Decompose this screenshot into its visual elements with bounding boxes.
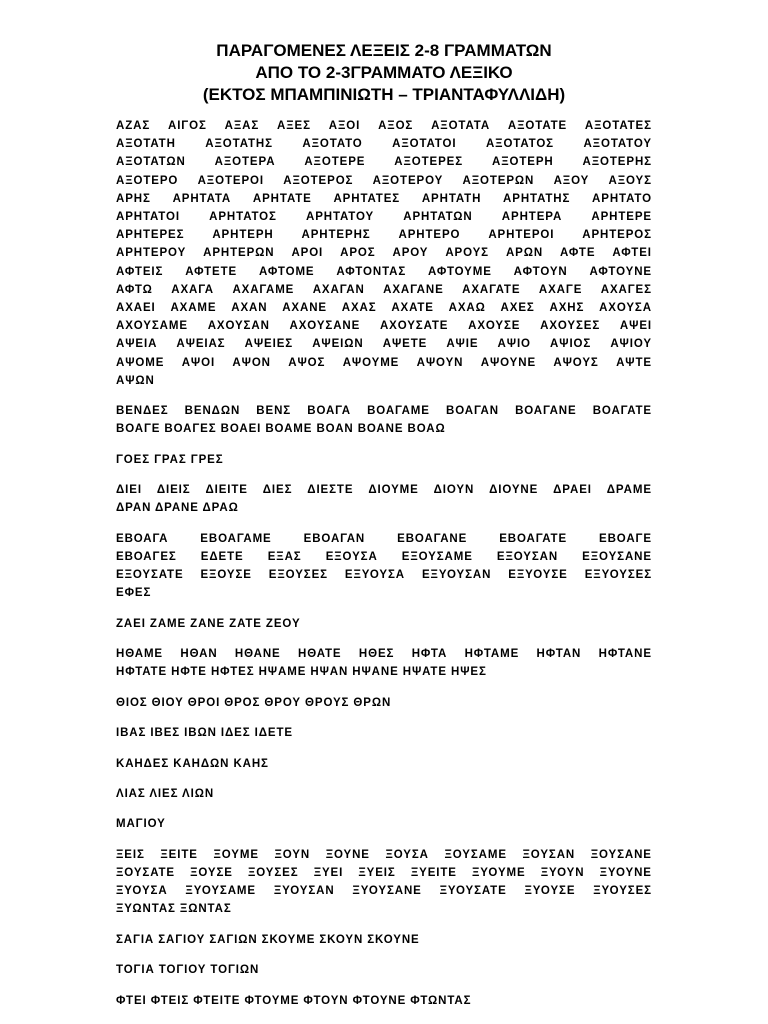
text-line: ΦΤΕΙ ΦΤΕΙΣ ΦΤΕΙΤΕ ΦΤΟΥΜΕ ΦΤΟΥΝ ΦΤΟΥΝΕ ΦΤΩΝΤΑΣ: [116, 994, 472, 1007]
text-line: ΒΟΑΓΕ ΒΟΑΓΕΣ ΒΟΑΕΙ ΒΟΑΜΕ ΒΟΑΝ ΒΟΑΝΕ ΒΟΑΩ: [116, 423, 446, 436]
word-group-paragraph: [116, 724, 652, 742]
text-line: ΙΒΑΣ ΙΒΕΣ ΙΒΩΝ ΙΔΕΣ ΙΔΕΤΕ: [116, 727, 293, 740]
text-line: ΓΟΕΣ ΓΡΑΣ ΓΡΕΣ: [116, 453, 224, 466]
text-line: ΑΧΑΕΙ ΑΧΑΜΕ ΑΧΑΝ ΑΧΑΝΕ ΑΧΑΣ ΑΧΑΤΕ ΑΧΑΩ ΑΧΕΣ ΑΧΗΣ ΑΧΟΥΣΑ: [116, 302, 652, 315]
text-line: ΑΞΟΤΑΤΩΝ ΑΞΟΤΕΡΑ ΑΞΟΤΕΡΕ ΑΞΟΤΕΡΕΣ ΑΞΟΤΕΡΗ ΑΞΟΤΕΡΗΣ: [116, 156, 652, 169]
word-group-paragraph: [116, 992, 652, 1010]
text-line: ΗΘΑΜΕ ΗΘΑΝ ΗΘΑΝΕ ΗΘΑΤΕ ΗΘΕΣ ΗΦΤΑ ΗΦΤΑΜΕ ΗΦΤΑΝ ΗΦΤΑΝΕ: [116, 648, 652, 661]
text-line: ΑΞΟΤΑΤΗ ΑΞΟΤΑΤΗΣ ΑΞΟΤΑΤΟ ΑΞΟΤΑΤΟΙ ΑΞΟΤΑΤΟΣ ΑΞΟΤΑΤΟΥ: [116, 138, 652, 151]
text-line: ΞΟΥΣΑΤΕ ΞΟΥΣΕ ΞΟΥΣΕΣ ΞΥΕΙ ΞΥΕΙΣ ΞΥΕΙΤΕ ΞΥΟΥΜΕ ΞΥΟΥΝ ΞΥΟΥΝΕ: [116, 866, 652, 879]
word-group-paragraph: [116, 815, 652, 833]
word-group-paragraph: [116, 694, 652, 712]
word-group-paragraph: [116, 481, 652, 517]
word-group-paragraph: [116, 402, 652, 438]
text-line: ΕΒΟΑΓΕΣ ΕΔΕΤΕ ΕΞΑΣ ΕΞΟΥΣΑ ΕΞΟΥΣΑΜΕ ΕΞΟΥΣΑΝ ΕΞΟΥΣΑΝΕ: [116, 551, 652, 564]
text-line: ΕΞΟΥΣΑΤΕ ΕΞΟΥΣΕ ΕΞΟΥΣΕΣ ΕΞΥΟΥΣΑ ΕΞΥΟΥΣΑΝ ΕΞΥΟΥΣΕ ΕΞΥΟΥΣΕΣ: [116, 569, 652, 582]
text-line: ΘΙΟΣ ΘΙΟΥ ΘΡΟΙ ΘΡΟΣ ΘΡΟΥ ΘΡΟΥΣ ΘΡΩΝ: [116, 696, 392, 709]
word-group-paragraph: [116, 117, 652, 390]
text-line: ΕΦΕΣ: [116, 587, 152, 600]
word-group-paragraph: [116, 846, 652, 919]
text-line: ΖΑΕΙ ΖΑΜΕ ΖΑΝΕ ΖΑΤΕ ΖΕΟΥ: [116, 617, 301, 630]
text-line: ΑΡΗΣ ΑΡΗΤΑΤΑ ΑΡΗΤΑΤΕ ΑΡΗΤΑΤΕΣ ΑΡΗΤΑΤΗ ΑΡΗΤΑΤΗΣ ΑΡΗΤΑΤΟ: [116, 192, 652, 205]
text-line: ΣΑΓΙΑ ΣΑΓΙΟΥ ΣΑΓΙΩΝ ΣΚΟΥΜΕ ΣΚΟΥΝ ΣΚΟΥΝΕ: [116, 933, 420, 946]
word-group-paragraph: [116, 615, 652, 633]
text-line: ΤΟΓΙΑ ΤΟΓΙΟΥ ΤΟΓΙΩΝ: [116, 964, 260, 977]
document-title: [116, 40, 652, 106]
word-group-paragraph: [116, 451, 652, 469]
title-line: (ΕΚΤΟΣ ΜΠΑΜΠΙΝΙΩΤΗ – ΤΡΙΑΝΤΑΦΥΛΛΙΔΗ): [202, 85, 566, 104]
text-line: ΑΞΟΤΕΡΟ ΑΞΟΤΕΡΟΙ ΑΞΟΤΕΡΟΣ ΑΞΟΤΕΡΟΥ ΑΞΟΤΕΡΩΝ ΑΞΟΥ ΑΞΟΥΣ: [116, 174, 652, 187]
word-group-paragraph: [116, 961, 652, 979]
text-line: ΑΨΕΙΑ ΑΨΕΙΑΣ ΑΨΕΙΕΣ ΑΨΕΙΩΝ ΑΨΕΤΕ ΑΨΙΕ ΑΨΙΟ ΑΨΙΟΣ ΑΨΙΟΥ: [116, 338, 652, 351]
text-line: ΒΕΝΔΕΣ ΒΕΝΔΩΝ ΒΕΝΣ ΒΟΑΓΑ ΒΟΑΓΑΜΕ ΒΟΑΓΑΝ ΒΟΑΓΑΝΕ ΒΟΑΓΑΤΕ: [116, 405, 652, 418]
text-line: ΑΧΟΥΣΑΜΕ ΑΧΟΥΣΑΝ ΑΧΟΥΣΑΝΕ ΑΧΟΥΣΑΤΕ ΑΧΟΥΣΕ ΑΧΟΥΣΕΣ ΑΨΕΙ: [116, 320, 652, 333]
title-line: ΠΑΡΑΓΟΜΕΝΕΣ ΛΕΞΕΙΣ 2-8 ΓΡΑΜΜΑΤΩΝ: [216, 41, 552, 60]
text-line: ΑΡΗΤΕΡΕΣ ΑΡΗΤΕΡΗ ΑΡΗΤΕΡΗΣ ΑΡΗΤΕΡΟ ΑΡΗΤΕΡΟΙ ΑΡΗΤΕΡΟΣ: [116, 229, 652, 242]
text-line: ΞΥΟΥΣΑ ΞΥΟΥΣΑΜΕ ΞΥΟΥΣΑΝ ΞΥΟΥΣΑΝΕ ΞΥΟΥΣΑΤΕ ΞΥΟΥΣΕ ΞΥΟΥΣΕΣ: [116, 885, 652, 898]
text-line: ΔΙΕΙ ΔΙΕΙΣ ΔΙΕΙΤΕ ΔΙΕΣ ΔΙΕΣΤΕ ΔΙΟΥΜΕ ΔΙΟΥΝ ΔΙΟΥΝΕ ΔΡΑΕΙ ΔΡΑΜΕ: [116, 484, 652, 497]
text-line: ΑΦΤΕΙΣ ΑΦΤΕΤΕ ΑΦΤΟΜΕ ΑΦΤΟΝΤΑΣ ΑΦΤΟΥΜΕ ΑΦΤΟΥΝ ΑΦΤΟΥΝΕ: [116, 265, 652, 278]
text-line: ΑΡΗΤΕΡΟΥ ΑΡΗΤΕΡΩΝ ΑΡΟΙ ΑΡΟΣ ΑΡΟΥ ΑΡΟΥΣ ΑΡΩΝ ΑΦΤΕ ΑΦΤΕΙ: [116, 247, 652, 260]
word-group-paragraph: [116, 785, 652, 803]
text-line: ΚΑΗΔΕΣ ΚΑΗΔΩΝ ΚΑΗΣ: [116, 757, 269, 770]
text-line: ΕΒΟΑΓΑ ΕΒΟΑΓΑΜΕ ΕΒΟΑΓΑΝ ΕΒΟΑΓΑΝΕ ΕΒΟΑΓΑΤΕ ΕΒΟΑΓΕ: [116, 532, 652, 545]
text-line: ΑΦΤΩ ΑΧΑΓΑ ΑΧΑΓΑΜΕ ΑΧΑΓΑΝ ΑΧΑΓΑΝΕ ΑΧΑΓΑΤΕ ΑΧΑΓΕ ΑΧΑΓΕΣ: [116, 283, 652, 296]
text-line: ΛΙΑΣ ΛΙΕΣ ΛΙΩΝ: [116, 787, 215, 800]
text-line: ΜΑΓΙΟΥ: [116, 818, 166, 831]
word-group-paragraph: [116, 645, 652, 681]
text-line: ΔΡΑΝ ΔΡΑΝΕ ΔΡΑΩ: [116, 502, 239, 515]
title-line: ΑΠΟ ΤΟ 2-3ΓΡΑΜΜΑΤΟ ΛΕΞΙΚΟ: [255, 63, 513, 82]
word-group-paragraph: [116, 530, 652, 603]
word-group-paragraph: [116, 755, 652, 773]
text-line: ΞΥΩΝΤΑΣ ΞΩΝΤΑΣ: [116, 903, 232, 916]
text-line: ΑΨΟΜΕ ΑΨΟΙ ΑΨΟΝ ΑΨΟΣ ΑΨΟΥΜΕ ΑΨΟΥΝ ΑΨΟΥΝΕ ΑΨΟΥΣ ΑΨΤΕ: [116, 356, 652, 369]
word-group-paragraph: [116, 931, 652, 949]
text-line: ΞΕΙΣ ΞΕΙΤΕ ΞΟΥΜΕ ΞΟΥΝ ΞΟΥΝΕ ΞΟΥΣΑ ΞΟΥΣΑΜΕ ΞΟΥΣΑΝ ΞΟΥΣΑΝΕ: [116, 848, 652, 861]
text-line: ΗΦΤΑΤΕ ΗΦΤΕ ΗΦΤΕΣ ΗΨΑΜΕ ΗΨΑΝ ΗΨΑΝΕ ΗΨΑΤΕ ΗΨΕΣ: [116, 666, 487, 679]
text-line: ΑΖΑΣ ΑΙΓΟΣ ΑΞΑΣ ΑΞΕΣ ΑΞΟΙ ΑΞΟΣ ΑΞΟΤΑΤΑ ΑΞΟΤΑΤΕ ΑΞΟΤΑΤΕΣ: [116, 120, 652, 132]
text-line: ΑΡΗΤΑΤΟΙ ΑΡΗΤΑΤΟΣ ΑΡΗΤΑΤΟΥ ΑΡΗΤΑΤΩΝ ΑΡΗΤΕΡΑ ΑΡΗΤΕΡΕ: [116, 211, 652, 224]
text-line: ΑΨΩΝ: [116, 374, 155, 387]
word-list: [116, 117, 652, 1010]
